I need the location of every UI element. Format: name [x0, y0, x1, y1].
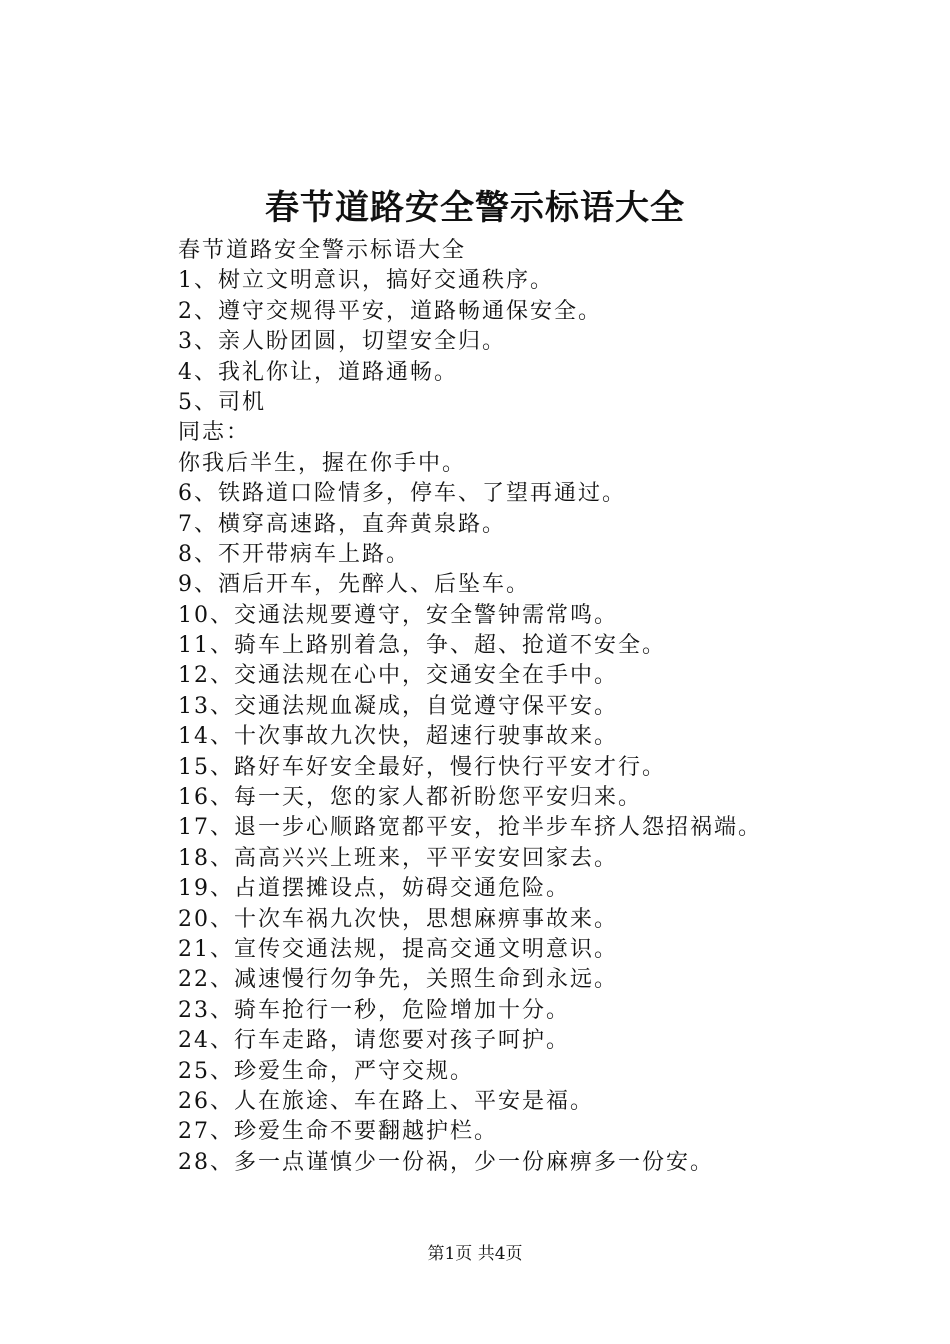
- text-line: 同志：: [178, 420, 251, 446]
- text-line: 9、酒后开车，先醉人、后坠车。: [178, 572, 530, 598]
- text-line: 4、我礼你让，道路通畅。: [178, 359, 458, 385]
- text-line: 21、宣传交通法规，提高交通文明意识。: [178, 936, 618, 962]
- text-line: 春节道路安全警示标语大全: [178, 238, 467, 263]
- text-line: 11、骑车上路别着急，争、超、抢道不安全。: [178, 633, 666, 659]
- text-line: 13、交通法规血凝成，自觉遵守保平安。: [178, 693, 618, 719]
- document-title: 春节道路安全警示标语大全: [265, 188, 685, 228]
- text-line: 5、司机: [178, 389, 266, 415]
- text-line: [178, 1178, 878, 1208]
- text-line: 12、交通法规在心中，交通安全在手中。: [178, 663, 618, 689]
- text-line: 15、路好车好安全最好，慢行快行平安才行。: [178, 754, 666, 780]
- text-line: 1、树立文明意识，搞好交通秩序。: [178, 268, 554, 294]
- text-line: 17、退一步心顺路宽都平安，抢半步车挤人怨招祸端。: [178, 815, 762, 841]
- text-line: 16、每一天，您的家人都祈盼您平安归来。: [178, 785, 642, 811]
- text-line: 25、珍爱生命，严守交规。: [178, 1058, 474, 1084]
- text-line: 23、骑车抢行一秒，危险增加十分。: [178, 997, 570, 1023]
- text-line: 20、十次车祸九次快，思想麻痹事故来。: [178, 906, 618, 932]
- text-line: 22、减速慢行勿争先，关照生命到永远。: [178, 967, 618, 993]
- text-line: 10、交通法规要遵守，安全警钟需常鸣。: [178, 602, 618, 628]
- text-line: 8、不开带病车上路。: [178, 541, 410, 567]
- text-line: 26、人在旅途、车在路上、平安是福。: [178, 1088, 594, 1114]
- text-line: 24、行车走路，请您要对孩子呵护。: [178, 1028, 570, 1054]
- text-line: 28、多一点谨慎少一份祸，少一份麻痹多一份安。: [178, 1149, 714, 1175]
- text-line: 2、遵守交规得平安，道路畅通保安全。: [178, 298, 602, 324]
- text-line: 你我后半生，握在你手中。: [178, 450, 467, 476]
- text-line: 14、十次事故九次快，超速行驶事故来。: [178, 724, 618, 750]
- text-line: 7、横穿高速路，直奔黄泉路。: [178, 511, 506, 537]
- document-body: [178, 236, 878, 1209]
- text-line: 27、珍爱生命不要翻越护栏。: [178, 1119, 498, 1145]
- text-line: 6、铁路道口险情多，停车、了望再通过。: [178, 481, 626, 507]
- text-line: 19、占道摆摊设点，妨碍交通危险。: [178, 876, 570, 902]
- text-line: 3、亲人盼团圆，切望安全归。: [178, 329, 506, 355]
- page-footer: 第1页 共4页: [427, 1244, 523, 1264]
- text-line: 18、高高兴兴上班来，平平安安回家去。: [178, 845, 618, 871]
